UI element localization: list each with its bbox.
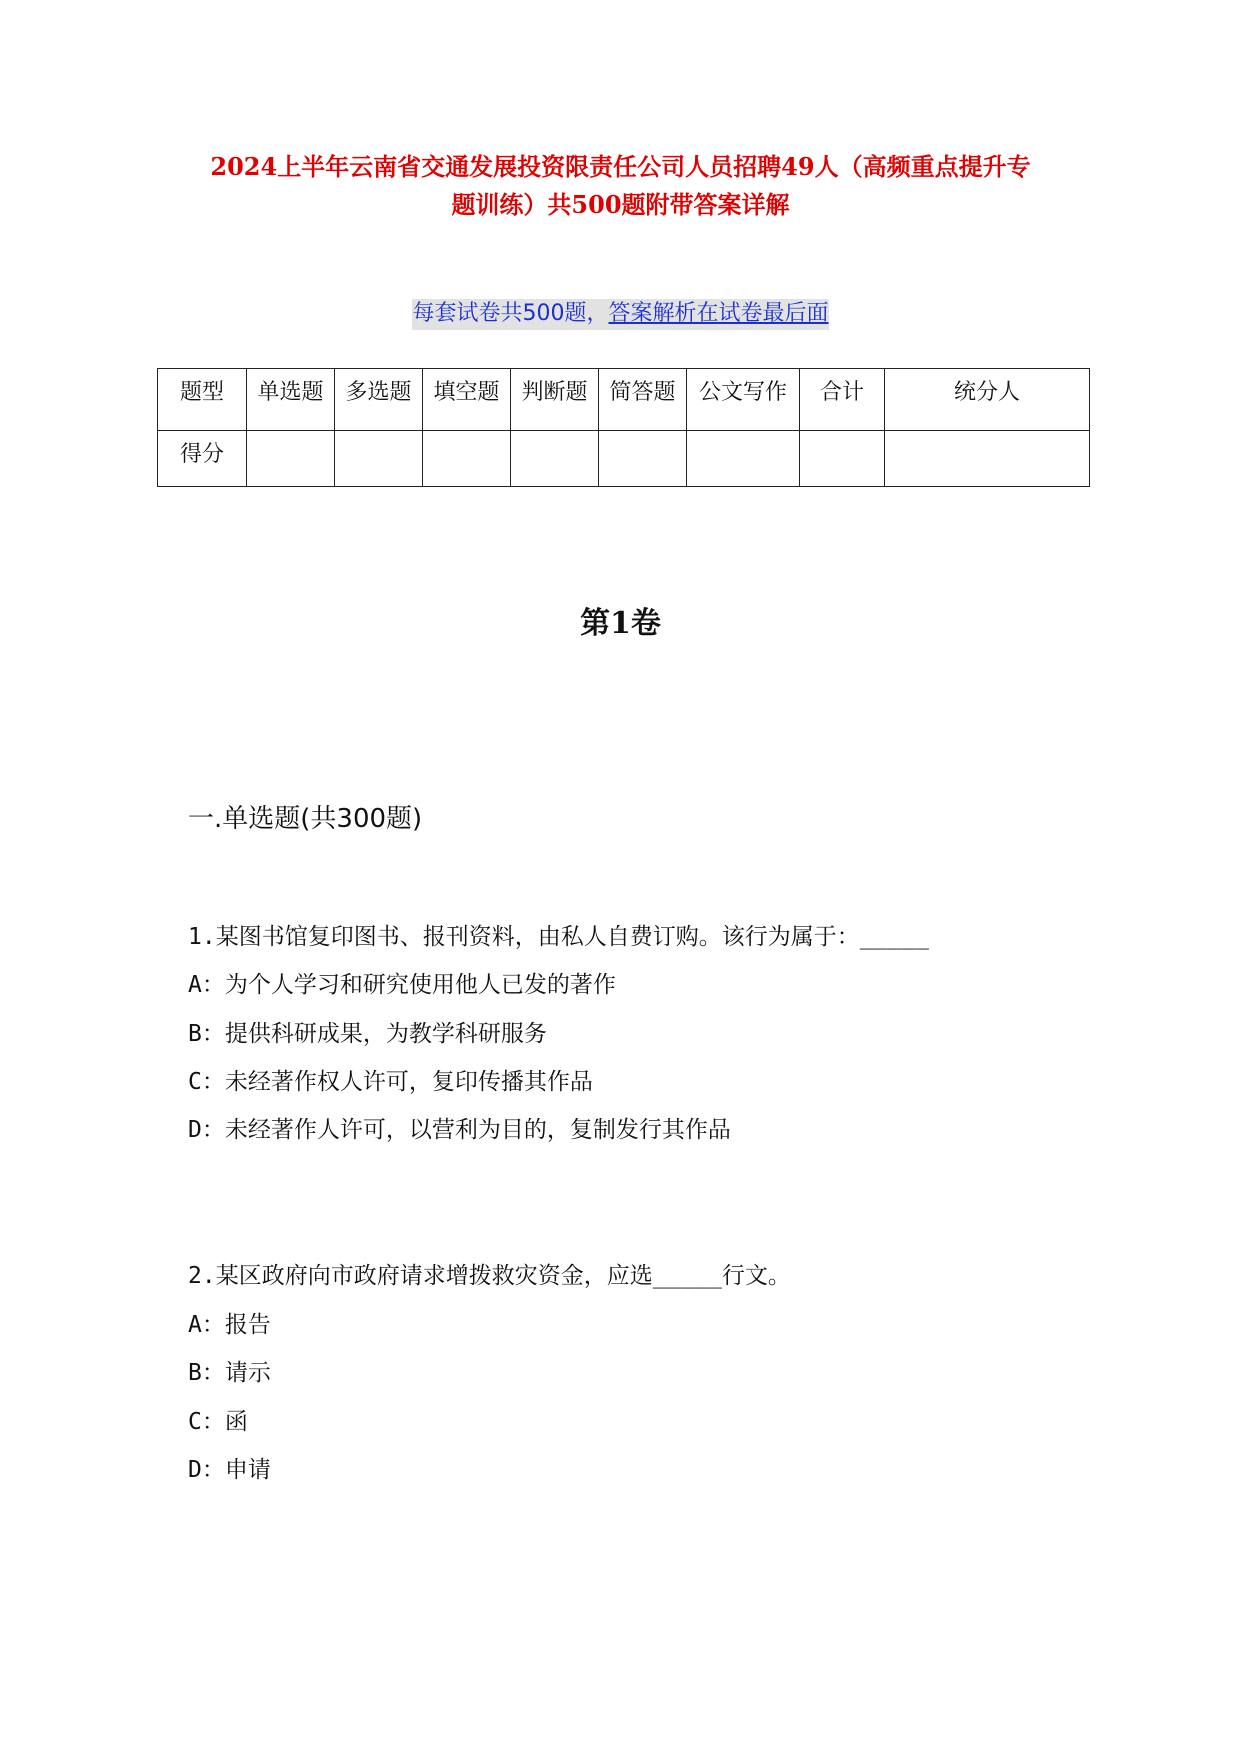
header-cell-single-choice: 单选题 [247, 369, 335, 431]
question-2-option-c: C：函 [188, 1409, 248, 1435]
score-cell[interactable] [599, 431, 687, 487]
question-1-option-b: B：提供科研成果，为教学科研服务 [188, 1021, 547, 1047]
subtitle-text: 每套试卷共500题， [412, 301, 609, 326]
header-cell-scorer: 统分人 [885, 369, 1090, 431]
question-1-option-c: C：未经著作权人许可，复印传播其作品 [188, 1069, 593, 1095]
score-table [157, 368, 1090, 487]
score-cell[interactable] [511, 431, 599, 487]
header-cell-total: 合计 [800, 369, 885, 431]
subtitle [0, 296, 1241, 327]
volume-title: 第1卷 [580, 606, 661, 641]
question-1-option-a: A：为个人学习和研究使用他人已发的著作 [188, 972, 616, 998]
section-title: 一.单选题(共300题) [188, 804, 423, 834]
score-cell[interactable] [800, 431, 885, 487]
question-1-option-d: D：未经著作人许可，以营利为目的，复制发行其作品 [188, 1117, 731, 1143]
score-cell[interactable] [687, 431, 800, 487]
header-cell-short-answer: 简答题 [599, 369, 687, 431]
document-title [160, 148, 1081, 224]
score-cell[interactable] [335, 431, 423, 487]
header-cell-fill-blank: 填空题 [423, 369, 511, 431]
score-table-header-row [158, 369, 1090, 431]
score-cell[interactable] [247, 431, 335, 487]
question-2-option-a: A：报告 [188, 1312, 271, 1338]
question-2-option-d: D：申请 [188, 1457, 271, 1483]
score-table-score-row [158, 431, 1090, 487]
question-2-stem: 2.某区政府向市政府请求增拨救灾资金，应选_____行文。 [188, 1263, 791, 1289]
score-cell[interactable] [885, 431, 1090, 487]
question-2-option-b: B：请示 [188, 1360, 271, 1386]
header-cell-official-writing: 公文写作 [687, 369, 800, 431]
header-cell-type: 题型 [158, 369, 247, 431]
answer-location-link[interactable]: 答案解析在试卷最后面 [608, 301, 829, 326]
title-line-2: 题训练）共500题附带答案详解 [451, 190, 790, 219]
header-cell-true-false: 判断题 [511, 369, 599, 431]
score-cell[interactable] [423, 431, 511, 487]
question-1-stem: 1.某图书馆复印图书、报刊资料，由私人自费订购。该行为属于：_____ [188, 924, 929, 950]
score-row-label: 得分 [158, 431, 247, 487]
title-line-1: 2024上半年云南省交通发展投资限责任公司人员招聘49人（高频重点提升专 [210, 152, 1031, 181]
header-cell-multi-choice: 多选题 [335, 369, 423, 431]
